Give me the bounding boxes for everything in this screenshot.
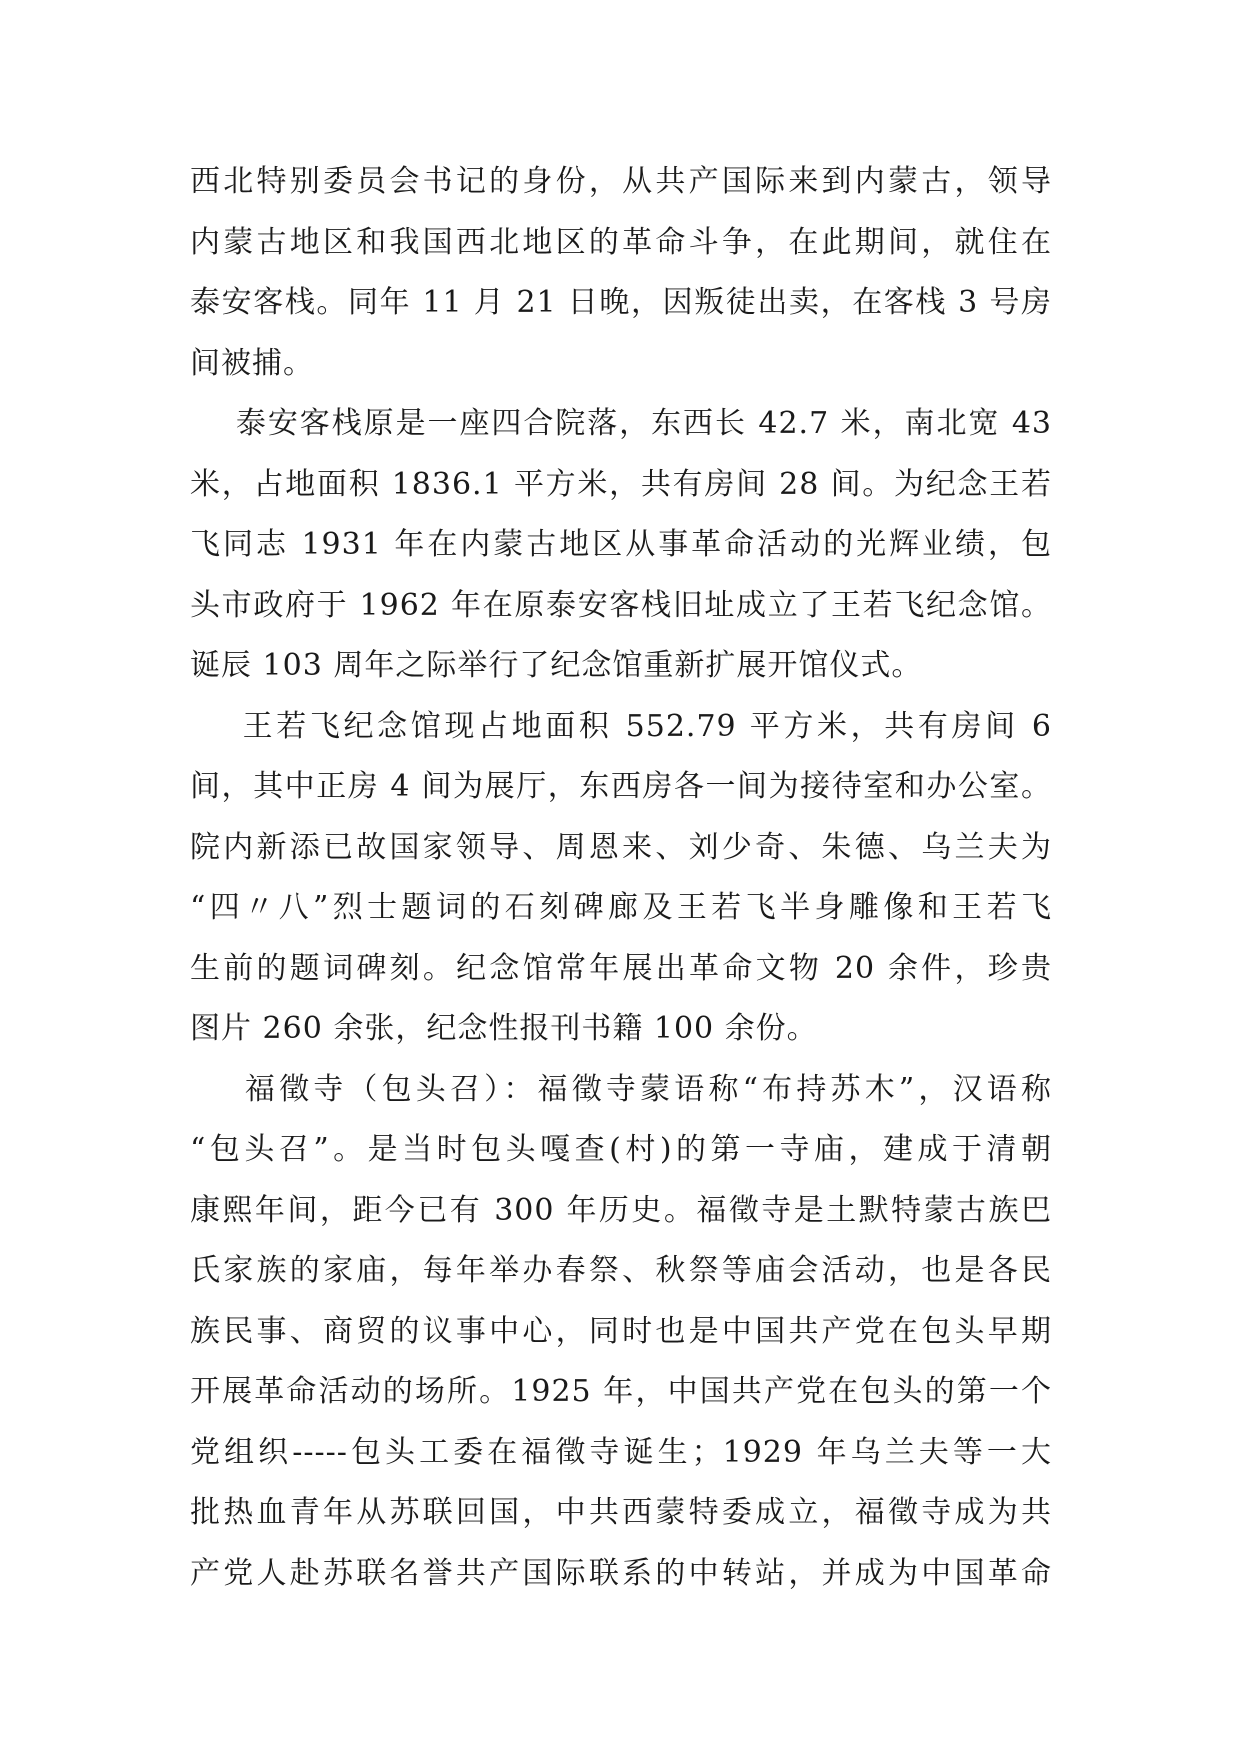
text-line: 族民事、商贸的议事中心，同时也是中国共产党在包头早期 (190, 1313, 1052, 1349)
text-line: 开展革命活动的场所。1925 年，中国共产党在包头的第一个 (190, 1374, 1052, 1409)
text-line: 内蒙古地区和我国西北地区的革命斗争，在此期间，就住在 (190, 224, 1052, 260)
text-line: 康熙年间，距今已有 300 年历史。福徵寺是土默特蒙古族巴 (190, 1192, 1052, 1228)
text-line: 间，其中正房 4 间为展厅，东西房各一间为接待室和办公室。 (190, 769, 1052, 804)
text-line: 米，占地面积 1836.1 平方米，共有房间 28 间。为纪念王若 (190, 466, 1052, 502)
text-line: 诞辰 103 周年之际举行了纪念馆重新扩展开馆仪式。 (190, 648, 923, 683)
text-line: 西北特别委员会书记的身份，从共产国际来到内蒙古，领导 (190, 164, 1052, 199)
text-line: 王若飞纪念馆现占地面积 552.79 平方米，共有房间 6 (190, 708, 1052, 744)
text-line: 飞同志 1931 年在内蒙古地区从事革命活动的光辉业绩，包 (190, 527, 1052, 562)
text-line: “包头召”。是当时包头嘎查(村)的第一寺庙，建成于清朝 (190, 1132, 1052, 1167)
text-line: 图片 260 余张，纪念性报刊书籍 100 余份。 (190, 1011, 818, 1046)
text-line: 头市政府于 1962 年在原泰安客栈旧址成立了王若飞纪念馆。 (190, 587, 1052, 623)
text-line: 批热血青年从苏联回国，中共西蒙特委成立，福徵寺成为共 (190, 1495, 1052, 1530)
text-line: 泰安客栈原是一座四合院落，东西长 42.7 米，南北宽 43 (190, 406, 1052, 441)
text-line: “四〃八”烈士题词的石刻碑廊及王若飞半身雕像和王若飞 (190, 890, 1052, 925)
text-line: 生前的题词碑刻。纪念馆常年展出革命文物 20 余件，珍贵 (190, 950, 1052, 986)
text-line: 党组织-----包头工委在福徵寺诞生；1929 年乌兰夫等一大 (190, 1434, 1052, 1470)
text-line: 泰安客栈。同年 11 月 21 日晚，因叛徒出卖，在客栈 3 号房 (190, 285, 1052, 320)
text-line: 福徵寺（包头召）：福徵寺蒙语称“布持苏木”，汉语称 (190, 1071, 1052, 1107)
text-line: 氏家族的家庙，每年举办春祭、秋祭等庙会活动，也是各民 (190, 1253, 1052, 1288)
text-line: 产党人赴苏联名誉共产国际联系的中转站，并成为中国革命 (190, 1555, 1052, 1591)
text-line: 院内新添已故国家领导、周恩来、刘少奇、朱德、乌兰夫为 (190, 829, 1052, 865)
body-text (190, 152, 1052, 1604)
text-line: 间被捕。 (190, 345, 314, 381)
